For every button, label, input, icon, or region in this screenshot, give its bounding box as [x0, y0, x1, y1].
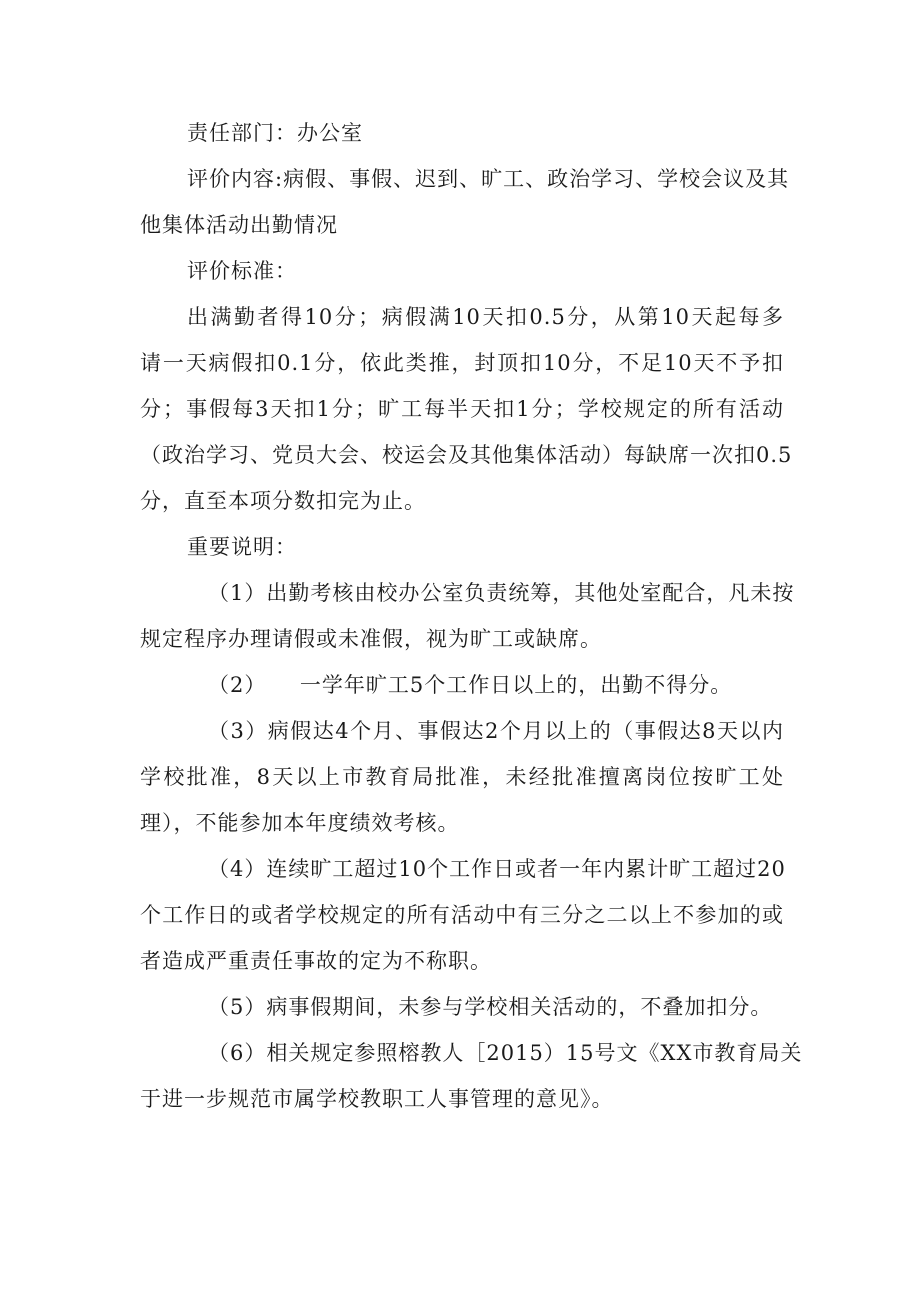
note-item-5-line: （5）病事假期间，未参与学校相关活动的，不叠加扣分。 — [208, 995, 773, 1019]
evaluation-content-line-1: 评价内容:病假、事假、迟到、旷工、政治学习、学校会议及其 — [187, 167, 790, 191]
note-item-3-line: 学校批准，8天以上市教育局批准，未经批准擅离岗位按旷工处 — [140, 765, 784, 789]
standard-line: 请一天病假扣0.1分，依此类推，封顶扣10分，不足10天不予扣 — [140, 351, 784, 375]
evaluation-content-line-2: 他集体活动出勤情况 — [140, 213, 338, 237]
note-item-1-line: 规定程序办理请假或未准假，视为旷工或缺席。 — [140, 627, 602, 651]
note-item-4-line: （4）连续旷工超过10个工作日或者一年内累计旷工超过20 — [208, 857, 786, 881]
note-item-3-line: 理），不能参加本年度绩效考核。 — [140, 811, 460, 835]
standard-line: 出满勤者得10分；病假满10天扣0.5分，从第10天起每多 — [187, 305, 784, 329]
note-item-2-line: （2） 一学年旷工5个工作日以上的，出勤不得分。 — [208, 673, 733, 697]
note-item-6-line: 于进一步规范市属学校教职工人事管理的意见》。 — [140, 1087, 614, 1111]
note-item-1-line: （1）出勤考核由校办公室负责统筹，其他处室配合，凡未按 — [208, 581, 795, 605]
note-item-4-line: 个工作日的或者学校规定的所有活动中有三分之二以上不参加的或 — [140, 903, 784, 927]
note-item-4-line: 者造成严重责任事故的定为不称职。 — [140, 949, 492, 973]
standard-line: （政治学习、党员大会、校运会及其他集体活动）每缺席一次扣0.5 — [140, 443, 793, 467]
evaluation-standard-heading: 评价标准： — [187, 259, 297, 283]
important-notes-heading: 重要说明： — [187, 535, 297, 559]
standard-line: 分，直至本项分数扣完为止。 — [140, 489, 426, 513]
document-body — [140, 110, 803, 1122]
responsible-department: 责任部门：办公室 — [187, 121, 363, 145]
note-item-6-line: （6）相关规定参照榕教人［2015）15号文《XX市教育局关 — [208, 1041, 803, 1065]
note-item-3-line: （3）病假达4个月、事假达2个月以上的（事假达8天以内 — [208, 719, 784, 743]
standard-line: 分；事假每3天扣1分；旷工每半天扣1分；学校规定的所有活动 — [140, 397, 784, 421]
